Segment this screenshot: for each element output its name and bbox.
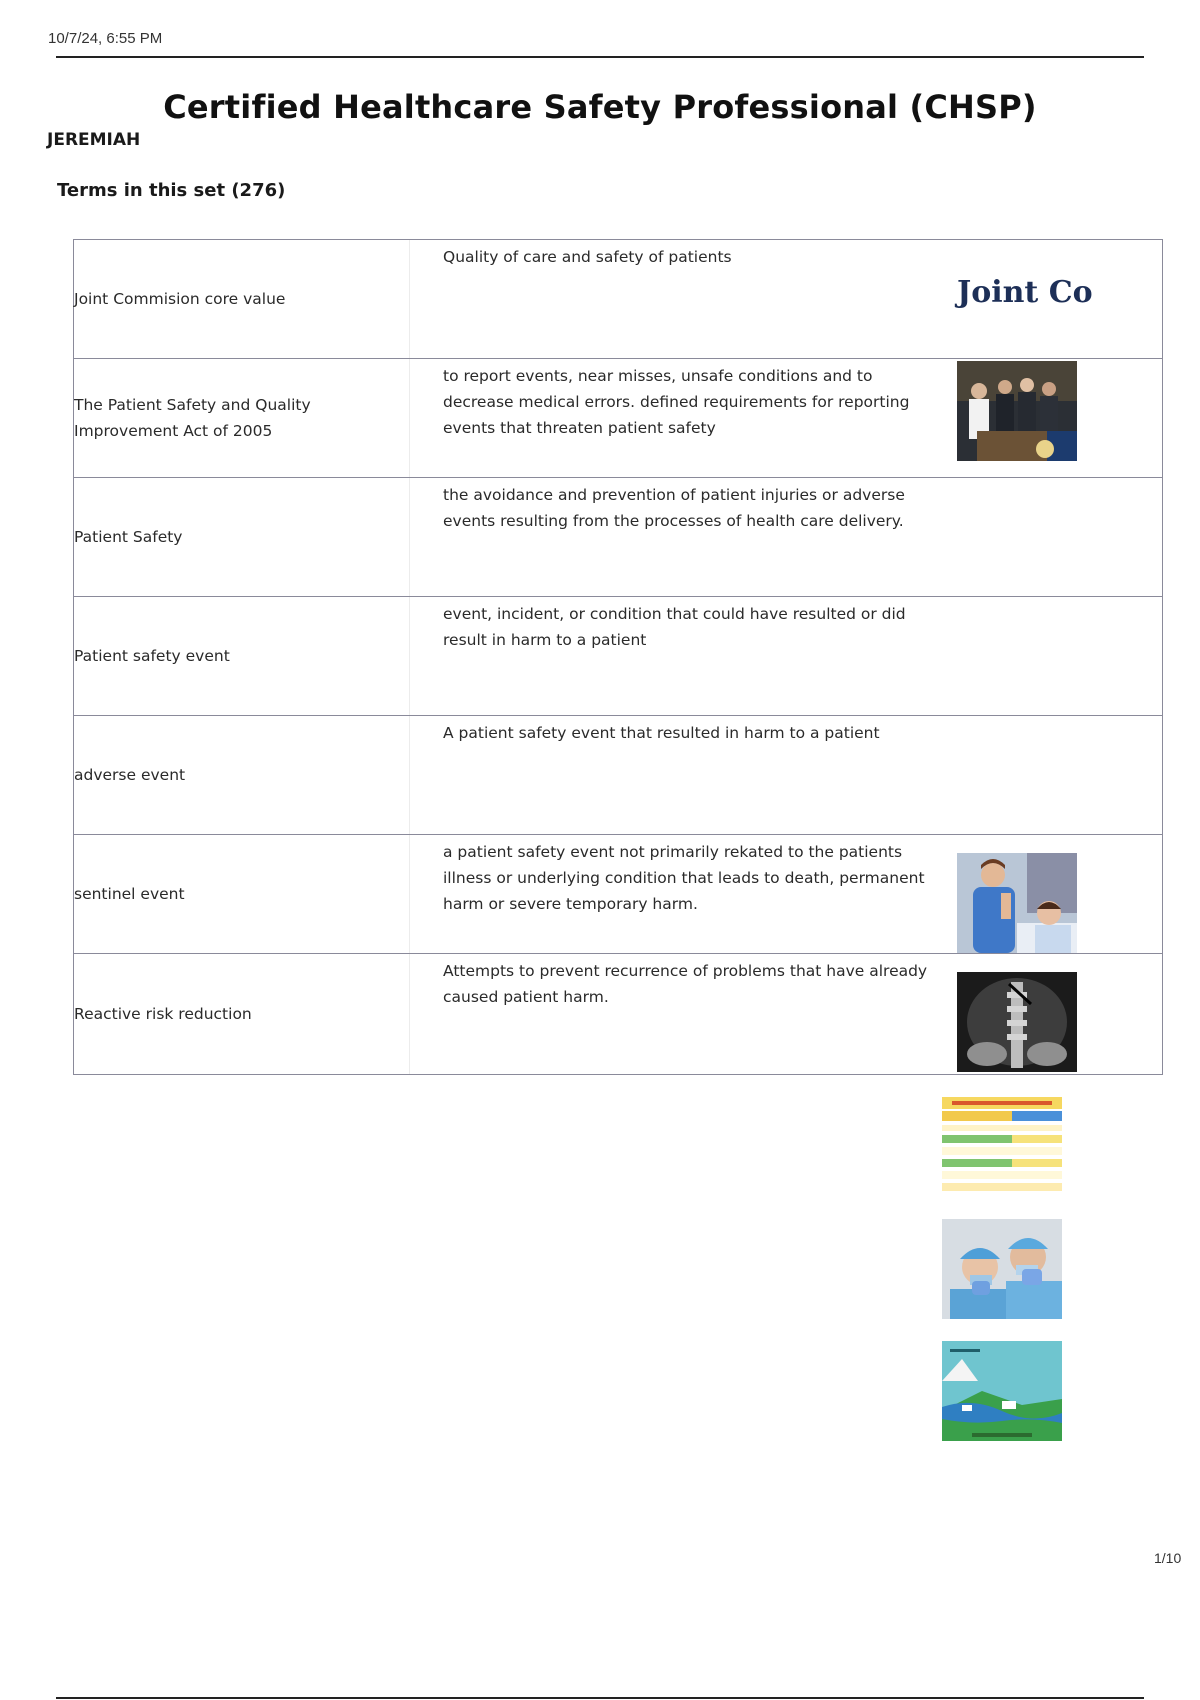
nurse-patient-photo	[957, 853, 1077, 953]
page-title: Certified Healthcare Safety Professional (CHSP)	[163, 88, 1037, 126]
bill-signing-photo	[957, 361, 1077, 461]
table-row	[74, 835, 1162, 954]
surgeons-photo	[942, 1219, 1062, 1319]
definition-text: A patient safety event that resulted in harm to a patient	[443, 724, 880, 742]
author-name: JEREMIAH	[47, 130, 141, 150]
page-number: 1/10	[1154, 1550, 1182, 1566]
table-row	[74, 478, 1162, 597]
definition-text: Attempts to prevent recurrence of problems that have already caused patient harm.	[443, 962, 928, 1006]
definition-text: a patient safety event not primarily rekated to the patients illness or underlying condition that leads to death, permanent harm or severe temporary harm.	[443, 843, 925, 913]
table-row	[74, 597, 1162, 716]
table-row	[74, 716, 1162, 835]
terms-table	[73, 239, 1163, 1075]
table-row	[74, 954, 1162, 1075]
terms-count-heading: Terms in this set (276)	[57, 180, 286, 201]
definition-text: the avoidance and prevention of patient injuries or adverse events resulting from the processes of health care delivery.	[443, 486, 905, 530]
term-text: Patient Safety	[74, 478, 410, 596]
landscape-diagram-image	[942, 1341, 1062, 1441]
logo-text: Joint Co	[957, 274, 1093, 310]
term-text: sentinel event	[74, 835, 410, 953]
table-row	[74, 240, 1162, 359]
definition-text: event, incident, or condition that could have resulted or did result in harm to a patient	[443, 605, 906, 649]
xray-photo	[957, 972, 1077, 1072]
header-divider	[56, 56, 1144, 58]
table-row	[74, 359, 1162, 478]
footer-divider	[56, 1697, 1144, 1699]
term-text: The Patient Safety and Quality Improvement Act of 2005	[74, 359, 410, 477]
definition-text: to report events, near misses, unsafe conditions and to decrease medical errors. defined requirements for reporting events that threaten patient safety	[443, 367, 910, 437]
joint-commission-logo	[957, 242, 1093, 342]
definition-text: Quality of care and safety of patients	[443, 248, 732, 266]
print-timestamp: 10/7/24, 6:55 PM	[48, 30, 163, 47]
term-text: Joint Commision core value	[74, 240, 410, 358]
term-text: Reactive risk reduction	[74, 954, 410, 1074]
term-text: Patient safety event	[74, 597, 410, 715]
side-effects-chart-image	[942, 1097, 1062, 1197]
term-text: adverse event	[74, 716, 410, 834]
